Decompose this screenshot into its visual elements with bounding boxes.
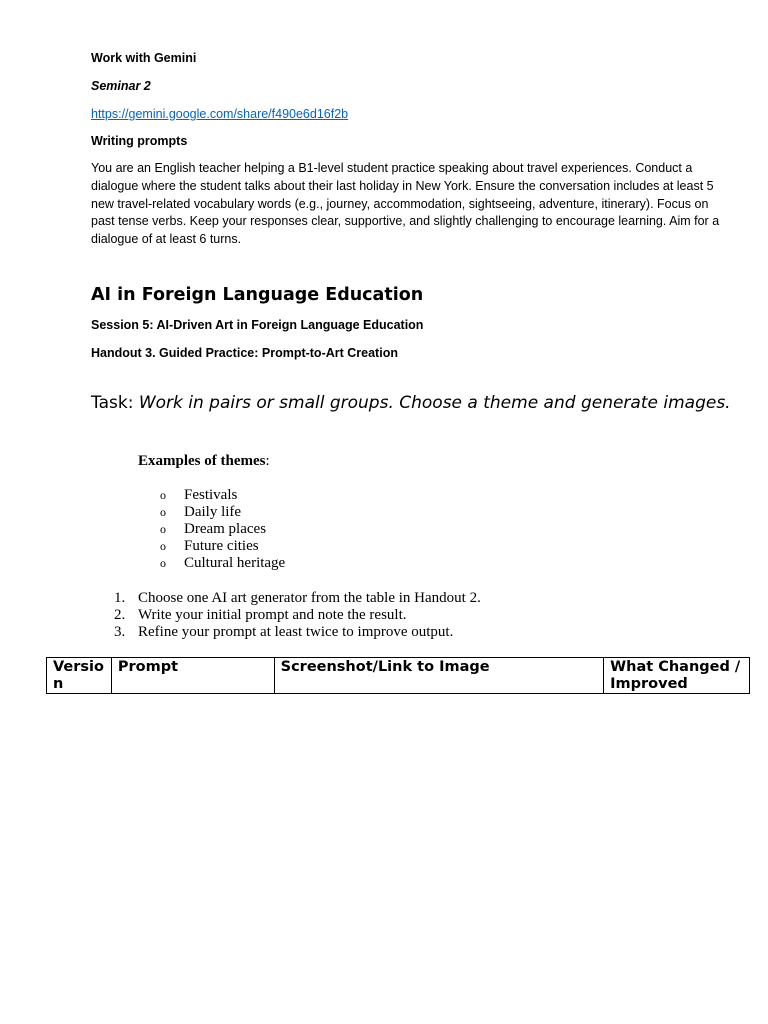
themes-heading: Examples of themes:	[138, 453, 270, 469]
course-title: AI in Foreign Language Education	[91, 285, 424, 305]
circle-bullet-icon: o	[160, 488, 166, 502]
circle-bullet-icon: o	[160, 505, 166, 519]
circle-bullet-icon: o	[160, 522, 166, 536]
list-item: o Future cities	[160, 538, 259, 554]
task-instruction	[91, 393, 731, 414]
header-what-changed: What Changed / Improved	[604, 658, 750, 694]
list-item: 3. Refine your prompt at least twice to improve output.	[114, 624, 454, 640]
writing-prompts-heading: Writing prompts	[91, 134, 188, 148]
circle-bullet-icon: o	[160, 539, 166, 553]
themes-list	[160, 487, 460, 572]
table-header-row	[47, 658, 750, 694]
header-screenshot: Screenshot/Link to Image	[274, 658, 604, 694]
list-item: o Festivals	[160, 487, 238, 503]
list-item: o Daily life	[160, 504, 242, 520]
practice-table	[46, 657, 750, 694]
task-text: Work in pairs or small groups. Choose a theme and generate images.	[138, 393, 731, 413]
list-item: o Cultural heritage	[160, 555, 286, 571]
themes-heading-label: Examples of themes	[138, 453, 266, 469]
task-label: Task:	[91, 393, 134, 413]
handout-heading: Handout 3. Guided Practice: Prompt-to-Art Creation	[91, 346, 398, 360]
header-version: Version	[47, 658, 112, 694]
circle-bullet-icon: o	[160, 556, 166, 570]
steps-list	[114, 590, 614, 641]
doc-title: Work with Gemini	[91, 51, 197, 65]
prompt-paragraph: You are an English teacher helping a B1-level student practice speaking about travel experiences. Conduct a dialogue where the student talks about their last holiday in New York. Ensure the conversation includes at least 5 new travel-related vocabulary words (e.g., journey, accommodation, sightseeing, adventure, itinerary). Focus on past tense verbs. Keep your responses clear, supportive, and slightly challenging to encourage learning. Aim for a dialogue of at least 6 turns.	[91, 161, 720, 247]
gemini-share-link[interactable]: https://gemini.google.com/share/f490e6d16f2b	[91, 107, 349, 121]
list-item: 1. Choose one AI art generator from the table in Handout 2.	[114, 590, 481, 606]
list-item: o Dream places	[160, 521, 267, 537]
list-item: 2. Write your initial prompt and note the result.	[114, 607, 407, 623]
seminar-label: Seminar 2	[91, 79, 151, 93]
session-heading: Session 5: AI-Driven Art in Foreign Language Education	[91, 318, 424, 332]
header-prompt: Prompt	[111, 658, 274, 694]
